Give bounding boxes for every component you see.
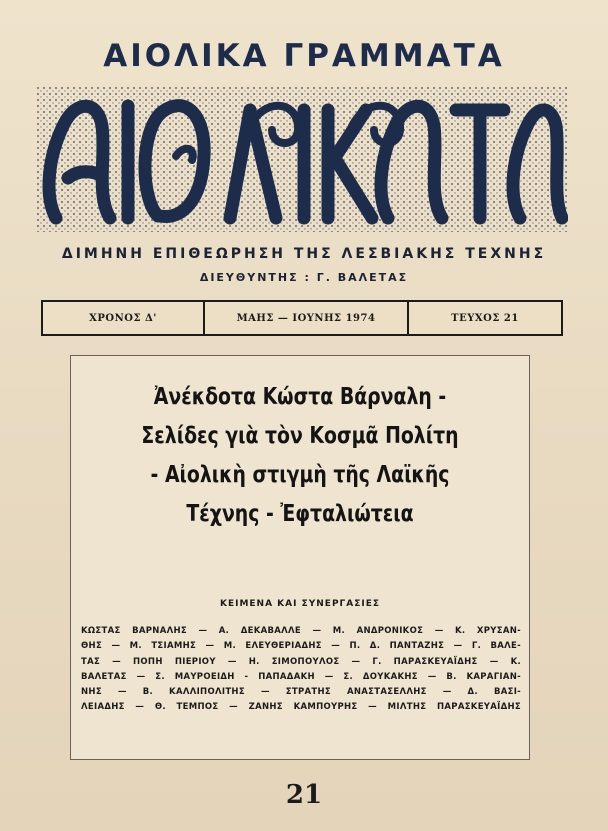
contributors-title: ΚΕΙΜΕΝΑ ΚΑΙ ΣΥΝΕΡΓΑΣΙΕΣ [219,599,381,609]
contributors-line: ΚΩΣΤΑΣ ΒΑΡΝΑΛΗΣ — Α. ΔΕΚΑΒΑΛΛΕ — Μ. ΑΝΔΡΟΝΙΚΟΣ — Κ. ΧΡΥΣΑΝ- [81,626,521,636]
contents-panel [70,355,530,760]
headline-line: Σελίδες γιὰ τὸν Κοσμᾶ Πολίτη [141,423,459,449]
contributors-line: ΒΑΛΕΤΑΣ — Σ. ΜΑΥΡΟΕΙΔΗ - ΠΑΠΑΔΑΚΗ — Σ. ΔΟΥΚΑΚΗΣ — Β. ΚΑΡΑΓΙΑΝ- [81,671,521,682]
issue-info-box [41,300,563,336]
headline-line: - Αἰολικὴ στιγμὴ τῆς Λαϊκῆς [150,462,450,488]
headline-line: Ἀνέκδοτα Κώστα Βάρναλη - [153,384,447,410]
headline [71,378,529,534]
contributors-list [81,624,521,716]
issue-cell: ΤΕΥΧΟΣ 21 [407,302,561,334]
issue-number: 21 [285,780,323,810]
year-cell: ΧΡΟΝΟΣ Δ' [89,312,157,324]
director-line: ΔΙΕΥΘΥΝΤΗΣ : Γ. ΒΑΛΕΤΑΣ [199,271,409,284]
magazine-title: ΑΙΟΛΙΚΑ ΓΡΑΜΜΑΤΑ [103,38,505,74]
decorative-logo [36,86,568,232]
magazine-subtitle: ΔΙΜΗΝΗ ΕΠΙΘΕΩΡΗΣΗ ΤΗΣ ΛΕΣΒΙΑΚΗΣ ΤΕΧΝΗΣ [61,246,547,262]
contributors-line: ΝΗΣ — Β. ΚΑΛΛΙΠΟΛΙΤΗΣ — ΣΤΡΑΤΗΣ ΑΝΑΣΤΑΣΕΛΛΗΣ — Δ. ΒΑΣΙ- [81,687,521,698]
contributors-line: ΘΗΣ — Μ. ΤΣΙΑΜΗΣ — Μ. ΕΛΕΥΘΕΡΙΑΔΗΣ — Π. Δ. ΠΑΝΤΑΖΗΣ — Γ. ΒΑΛΕ- [81,641,521,652]
contributors-line: ΛΕΙΑΔΗΣ — Θ. ΤΕΜΠΟΣ — ΖΑΝΗΣ ΚΑΜΠΟΥΡΗΣ — ΜΙΛΤΗΣ ΠΑΡΑΣΚΕΥΑΪΔΗΣ [81,702,521,713]
contributors-line: ΤΑΣ — ΠΟΠΗ ΠΙΕΡΙΟΥ — Η. ΣΙΜΟΠΟΥΛΟΣ — Γ. ΠΑΡΑΣΚΕΥΑΪΔΗΣ — Κ. [81,656,521,667]
headline-line: Τέχνης - Ἐφταλιώτεια [186,501,414,527]
date-cell: ΜΑΗΣ — ΙΟΥΝΗΣ 1974 [203,302,407,334]
